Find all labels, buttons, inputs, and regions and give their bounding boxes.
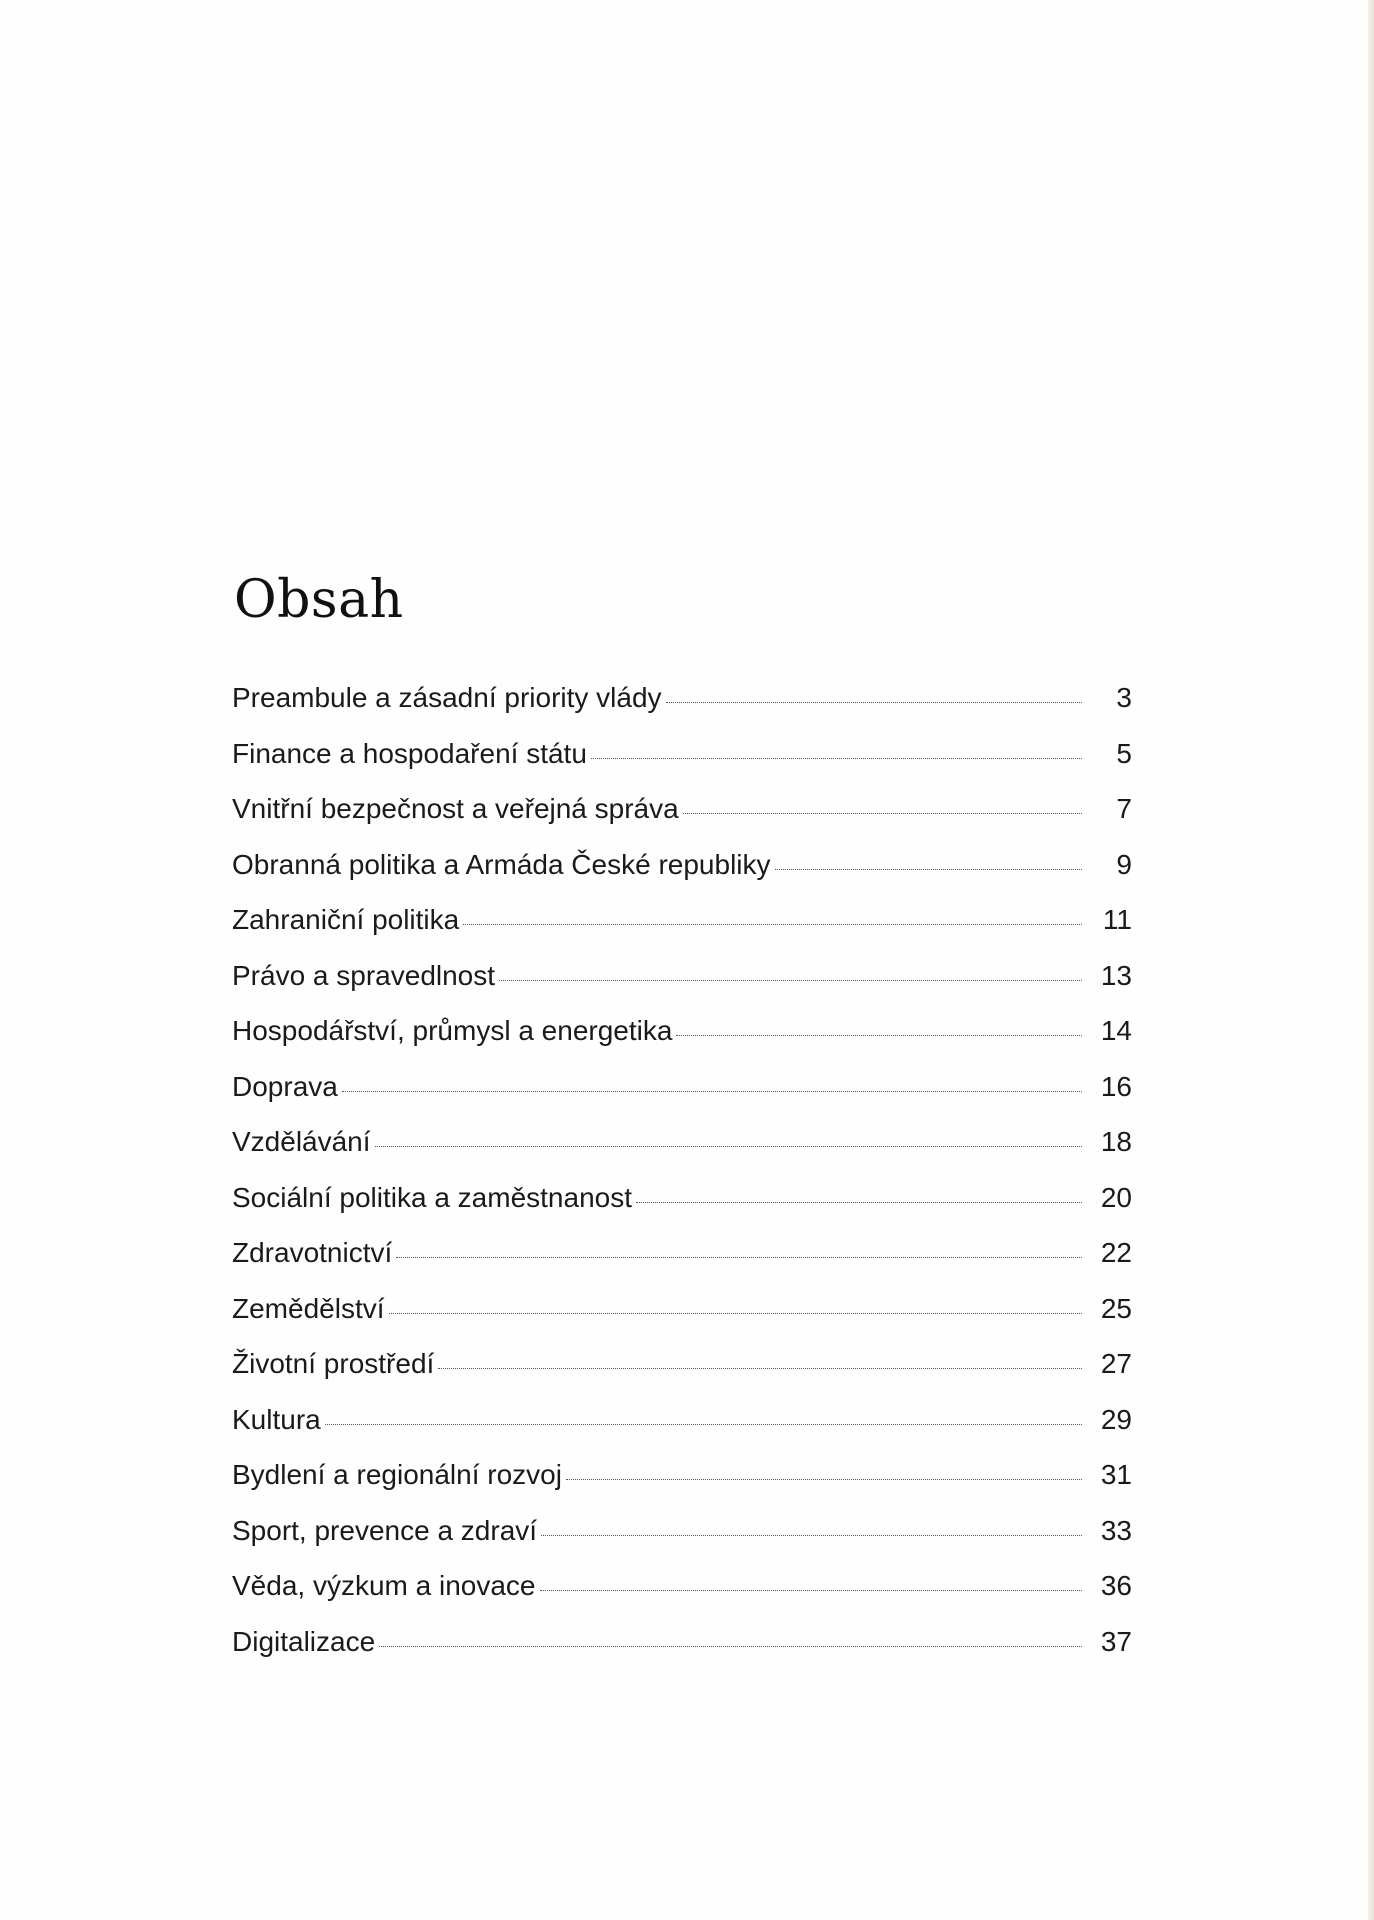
toc-entry[interactable]	[232, 793, 1132, 849]
toc-entry[interactable]	[232, 960, 1132, 1016]
toc-entry[interactable]	[232, 1626, 1132, 1682]
toc-dot-leader	[325, 1424, 1082, 1425]
toc-entry-label: Kultura	[232, 1403, 321, 1435]
toc-dot-leader	[396, 1257, 1082, 1258]
toc-dot-leader	[591, 758, 1082, 759]
toc-dot-leader	[775, 869, 1082, 870]
toc-entry-page-number: 11	[1102, 904, 1132, 935]
toc-entry-page-number: 25	[1100, 1292, 1132, 1324]
toc-dot-leader	[566, 1479, 1082, 1480]
toc-dot-leader	[342, 1091, 1082, 1092]
toc-entry[interactable]	[232, 738, 1132, 794]
toc-entry[interactable]	[232, 1126, 1132, 1182]
table-of-contents	[232, 560, 1132, 1681]
toc-dot-leader	[438, 1368, 1082, 1369]
toc-entry[interactable]	[232, 1071, 1132, 1127]
toc-entry-label: Doprava	[232, 1070, 338, 1102]
toc-entry-label: Věda, výzkum a inovace	[232, 1570, 536, 1601]
toc-entry-page-number: 36	[1100, 1570, 1132, 1601]
toc-entry-page-number: 37	[1100, 1625, 1132, 1657]
toc-entry-label: Sport, prevence a zdraví	[232, 1514, 538, 1546]
toc-dot-leader	[666, 702, 1082, 703]
toc-entry-label: Právo a spravedlnost	[232, 959, 496, 991]
toc-dot-leader	[683, 813, 1082, 814]
toc-entry-label: Zahraniční politika	[232, 904, 460, 935]
toc-entry[interactable]	[232, 1182, 1132, 1238]
toc-dot-leader	[375, 1146, 1082, 1147]
toc-entry-page-number: 7	[1116, 793, 1132, 824]
toc-entry-label: Zemědělství	[232, 1292, 385, 1324]
toc-entry-page-number: 13	[1100, 959, 1132, 991]
toc-dot-leader	[389, 1313, 1083, 1314]
toc-entry[interactable]	[232, 849, 1132, 905]
toc-entry-page-number: 18	[1100, 1126, 1132, 1157]
toc-entry-label: Životní prostředí	[232, 1348, 435, 1379]
toc-entry-page-number: 29	[1100, 1403, 1132, 1435]
toc-entry-page-number: 9	[1116, 848, 1132, 880]
toc-entry[interactable]	[232, 1293, 1132, 1349]
toc-entry[interactable]	[232, 1348, 1132, 1404]
toc-dot-leader	[541, 1535, 1082, 1536]
toc-entry-page-number: 31	[1100, 1459, 1132, 1490]
toc-entry[interactable]	[232, 1459, 1132, 1515]
toc-entry-page-number: 33	[1100, 1514, 1132, 1546]
page-title: Obsah	[234, 570, 404, 630]
toc-dot-leader	[676, 1035, 1082, 1036]
toc-entry-page-number: 27	[1100, 1348, 1132, 1379]
toc-entry[interactable]	[232, 1404, 1132, 1460]
toc-entry[interactable]	[232, 1515, 1132, 1571]
toc-dot-leader	[540, 1590, 1083, 1591]
toc-entry-page-number: 16	[1100, 1070, 1132, 1102]
toc-entry-label: Sociální politika a zaměstnanost	[232, 1181, 632, 1213]
toc-dot-leader	[636, 1202, 1082, 1203]
toc-entry-page-number: 3	[1116, 682, 1132, 713]
toc-dot-leader	[379, 1646, 1082, 1647]
toc-entry-page-number: 14	[1100, 1015, 1132, 1046]
toc-entry-label: Zdravotnictví	[232, 1237, 393, 1268]
toc-entry-label: Vzdělávání	[232, 1126, 371, 1157]
page-edge	[1368, 0, 1374, 1920]
toc-entry-label: Vnitřní bezpečnost a veřejná správa	[232, 793, 679, 824]
toc-entry[interactable]	[232, 904, 1132, 960]
toc-entry-label: Preambule a zásadní priority vlády	[232, 682, 662, 713]
toc-dot-leader	[463, 924, 1082, 925]
toc-entry-label: Hospodářství, průmysl a energetika	[232, 1015, 673, 1046]
toc-entry[interactable]	[232, 682, 1132, 738]
toc-entry-label: Finance a hospodaření státu	[232, 737, 587, 769]
toc-entry-label: Bydlení a regionální rozvoj	[232, 1459, 562, 1490]
toc-entry[interactable]	[232, 1570, 1132, 1626]
toc-entry-page-number: 5	[1116, 737, 1132, 769]
toc-entry-label: Digitalizace	[232, 1625, 376, 1657]
toc-entry-label: Obranná politika a Armáda České republiky	[232, 848, 771, 880]
toc-entry-page-number: 22	[1100, 1237, 1132, 1268]
toc-entry-page-number: 20	[1100, 1181, 1132, 1213]
toc-dot-leader	[499, 980, 1082, 981]
toc-entry[interactable]	[232, 1015, 1132, 1071]
toc-entry[interactable]	[232, 1237, 1132, 1293]
toc-list	[232, 682, 1132, 1681]
